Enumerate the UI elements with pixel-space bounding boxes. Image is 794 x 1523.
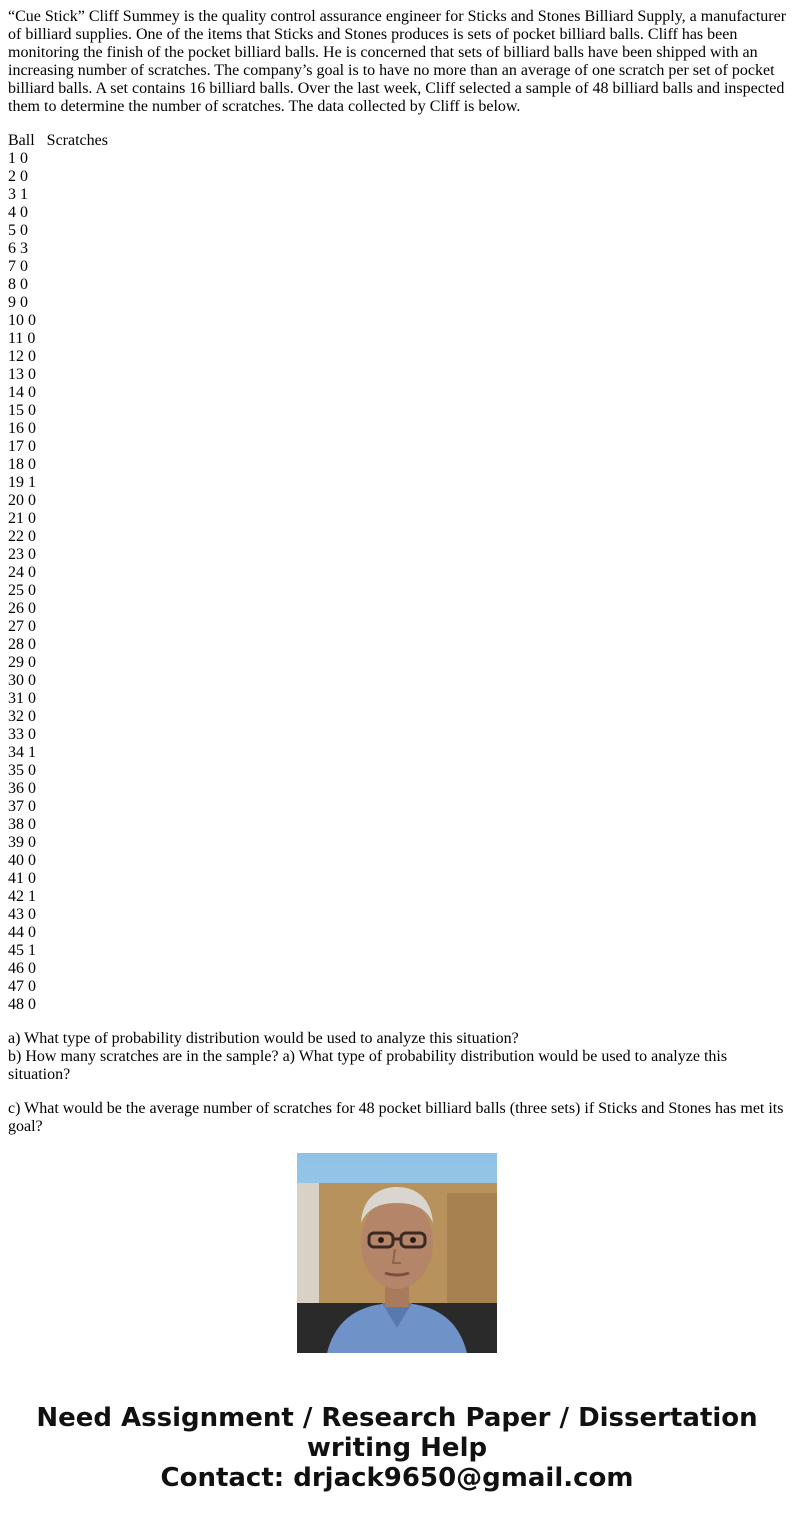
table-row: 23 0 [8,546,36,563]
table-row: 42 1 [8,888,36,905]
data-rows [8,150,788,1014]
table-row: 14 0 [8,384,36,401]
table-row: 46 0 [8,960,36,977]
table-row: 13 0 [8,366,36,383]
table-row: 11 0 [8,330,36,347]
table-row: 32 0 [8,708,36,725]
table-row: 12 0 [8,348,36,365]
table-row: 1 0 [8,150,28,167]
table-row: 8 0 [8,276,28,293]
question-body [8,8,788,1135]
table-row: 30 0 [8,672,36,689]
table-row: 15 0 [8,402,36,419]
table-row: 18 0 [8,456,36,473]
table-row: 4 0 [8,204,28,221]
promo-contact: Contact: drjack9650@gmail.com [160,1463,634,1493]
table-row: 29 0 [8,654,36,671]
table-row: 2 0 [8,168,28,185]
problem-intro: “Cue Stick” Cliff Summey is the quality control assurance engineer for Sticks and Stones Billiard Supply, a manufacturer of billiard supplies. One of the items that Sticks and Stones produces is sets of pocket billiard balls. Cliff has been monitoring the finish of the pocket billiard balls. He is concerned that sets of billiard balls have been shipped with an increasing number of scratches. The company’s goal is to have no more than an average of one scratch per set of pocket billiard balls. A set contains 16 billiard balls. Over the last week, Cliff selected a sample of 48 billiard balls and inspected them to determine the number of scratches. The data collected by Cliff is below. [8,8,787,115]
table-row: 40 0 [8,852,36,869]
table-row: 31 0 [8,690,36,707]
table-row: 36 0 [8,780,36,797]
table-header: Ball Scratches [8,132,108,149]
table-row: 33 0 [8,726,36,743]
promo-banner [0,1403,794,1493]
table-row: 43 0 [8,906,36,923]
question-a: a) What type of probability distribution would be used to analyze this situation? [8,1030,519,1047]
table-row: 25 0 [8,582,36,599]
table-row: 41 0 [8,870,36,887]
table-row: 24 0 [8,564,36,581]
table-row: 47 0 [8,978,36,995]
table-row: 39 0 [8,834,36,851]
table-row: 26 0 [8,600,36,617]
table-row: 6 3 [8,240,28,257]
table-row: 35 0 [8,762,36,779]
table-row: 10 0 [8,312,36,329]
portrait-illustration [297,1153,497,1353]
promo-line-2: writing Help [306,1433,488,1463]
table-row: 48 0 [8,996,36,1013]
table-row: 28 0 [8,636,36,653]
table-row: 3 1 [8,186,28,203]
table-row: 19 1 [8,474,36,491]
table-row: 22 0 [8,528,36,545]
table-row: 17 0 [8,438,36,455]
table-row: 34 1 [8,744,36,761]
table-row: 9 0 [8,294,28,311]
table-row: 20 0 [8,492,36,509]
question-b: b) How many scratches are in the sample? a) What type of probability distribution would be used to analyze this situation? [8,1048,728,1083]
table-row: 45 1 [8,942,36,959]
table-row: 16 0 [8,420,36,437]
table-row: 37 0 [8,798,36,815]
table-row: 38 0 [8,816,36,833]
table-row: 7 0 [8,258,28,275]
table-row: 5 0 [8,222,28,239]
table-row: 27 0 [8,618,36,635]
promo-line-1: Need Assignment / Research Paper / Dissertation [36,1403,758,1433]
table-row: 21 0 [8,510,36,527]
table-row: 44 0 [8,924,36,941]
question-c: c) What would be the average number of scratches for 48 pocket billiard balls (three sets) if Sticks and Stones has met its goal? [8,1100,784,1135]
author-photo [297,1153,497,1353]
